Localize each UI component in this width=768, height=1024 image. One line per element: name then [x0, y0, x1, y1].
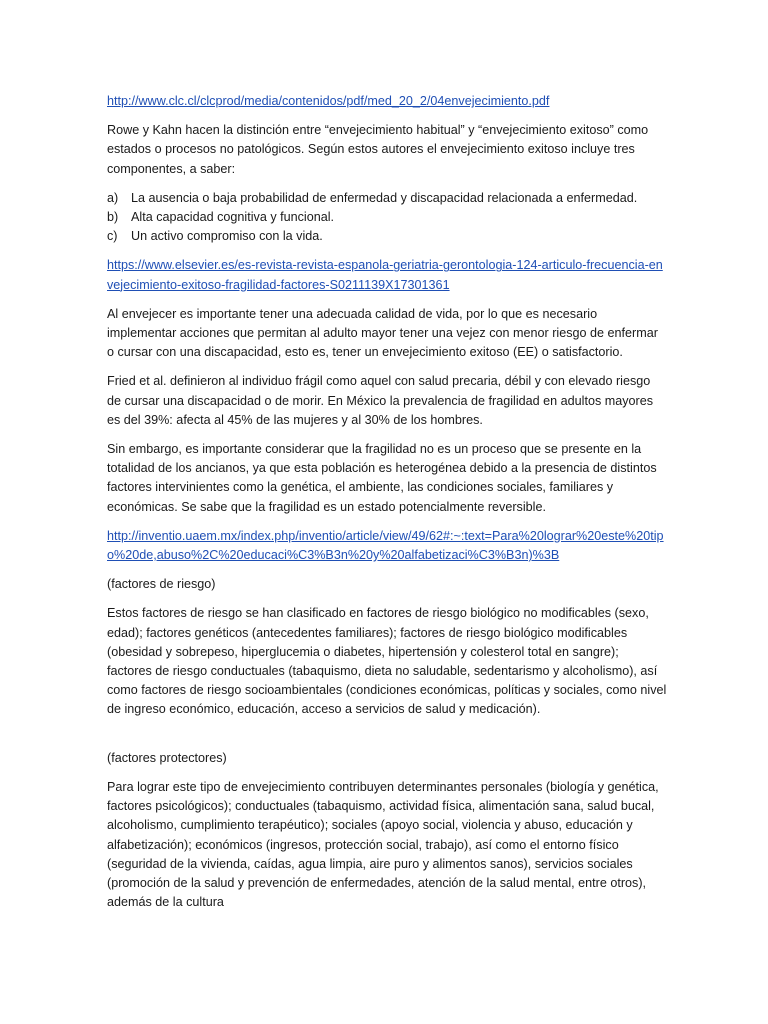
list-item [107, 189, 667, 208]
document-page [107, 92, 667, 922]
heading-factores-riesgo: (factores de riesgo) [107, 577, 216, 592]
list-item-text: La ausencia o baja probabilidad de enfermedad y discapacidad relacionada a enfermedad. [131, 190, 638, 205]
paragraph-fried: Fried et al. definieron al individuo frágil como aquel con salud precaria, débil y con elevado riesgo de cursar una discapacidad o de morir. En México la prevalencia de fragilidad en adultos mayores es del 39%: afecta al 45% de las mujeres y al 30% de los hombres. [107, 374, 654, 427]
paragraph-rowe-kahn: Rowe y Kahn hacen la distinción entre “envejecimiento habitual” y “envejecimiento exitoso” como estados o procesos no patológicos. Según estos autores el envejecimiento exitoso incluye tres componentes, a saber: [107, 123, 649, 176]
list-item-text: Alta capacidad cognitiva y funcional. [131, 210, 335, 225]
components-list [107, 189, 667, 247]
list-marker: a) [107, 190, 119, 205]
paragraph-factores-riesgo: Estos factores de riesgo se han clasificado en factores de riesgo biológico no modificables (sexo, edad); factores genéticos (antecedentes familiares); factores de riesgo biológico modificables (obesidad y sobrepeso, hiperglucemia o diabetes, hipertensión y colesterol total en sangre); factores de riesgo conductuales (tabaquismo, dieta no saludable, sedentarismo y alcoholismo), así como factores de riesgo socioambientales (condiciones económicas, políticas y sociales, como nivel de ingreso económico, educación, acceso a servicios de salud y medicación). [107, 606, 667, 717]
link-inventio[interactable]: http://inventio.uaem.mx/index.php/inventio/article/view/49/62#:~:text=Para%20lograr%20este%20tipo%20de,abuso%2C%20educaci%C3%B3n%20y%20alfabetizaci%C3%B3n)%3B [107, 528, 664, 563]
list-marker: c) [107, 229, 118, 244]
heading-factores-protectores: (factores protectores) [107, 750, 227, 765]
list-item [107, 208, 667, 227]
list-marker: b) [107, 210, 119, 225]
link-clc[interactable]: http://www.clc.cl/clcprod/media/contenidos/pdf/med_20_2/04envejecimiento.pdf [107, 94, 550, 108]
blank-line [107, 730, 667, 749]
paragraph-sin-embargo: Sin embargo, es importante considerar que la fragilidad no es un proceso que se presente en la totalidad de los ancianos, ya que esta población es heterogénea debido a la presencia de distintos factores intervinientes como la genética, el ambiente, las condiciones sociales, familiares y económicas. Se sabe que la fragilidad es un estado potencialmente reversible. [107, 442, 657, 514]
list-item [107, 227, 667, 246]
list-item-text: Un activo compromiso con la vida. [131, 229, 323, 244]
link-elsevier[interactable]: https://www.elsevier.es/es-revista-revista-espanola-geriatria-gerontologia-124-articulo-frecuencia-envejecimiento-exitoso-fragilidad-factores-S0211139X17301361 [107, 258, 663, 292]
paragraph-calidad-vida: Al envejecer es importante tener una adecuada calidad de vida, por lo que es necesario implementar acciones que permitan al adulto mayor tener una vejez con menor riesgo de enfermar o cursar con una discapacidad, esto es, tener un envejecimiento exitoso (EE) o satisfactorio. [107, 306, 658, 360]
paragraph-factores-protectores: Para lograr este tipo de envejecimiento contribuyen determinantes personales (biología y genética, factores psicológicos); conductuales (tabaquismo, actividad física, alimentación sana, salud bucal, alcoholismo, cumplimiento terapéutico); sociales (apoyo social, violencia y abuso, educación y alfabetización); económicos (ingresos, protección social, trabajo), así como el entorno físico (seguridad de la vivienda, caídas, agua limpia, aire puro y alimentos sanos), servicios sociales (promoción de la salud y prevención de enfermedades, atención de la salud mental, entre otros), además de la cultura [107, 779, 659, 910]
